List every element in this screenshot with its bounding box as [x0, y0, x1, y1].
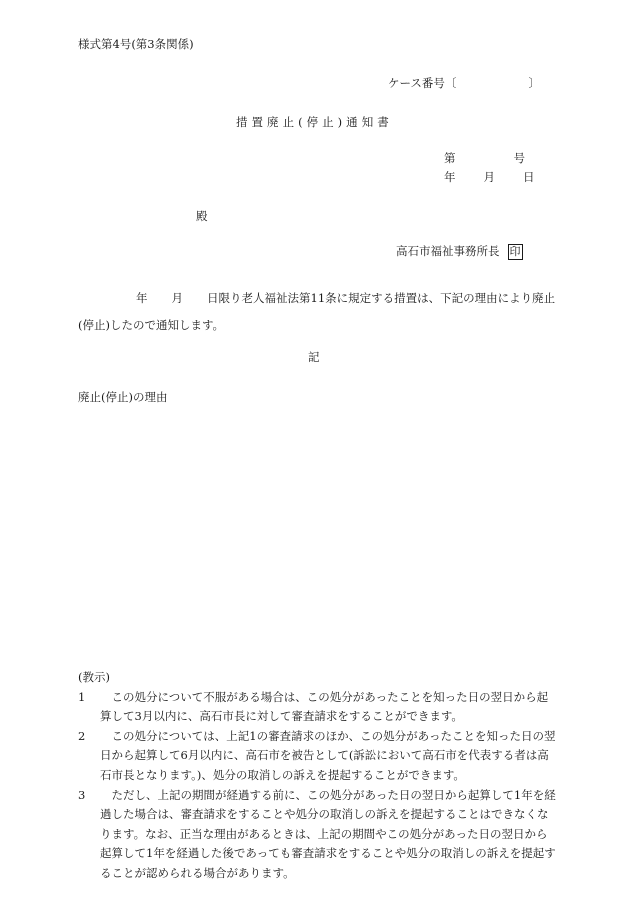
reason-label: 廃止(停止)の理由 — [78, 390, 168, 404]
date-day-label: 日 — [523, 170, 535, 184]
form-number-label: 様式第4号(第3条関係) — [78, 37, 194, 51]
notice-item-number: 1 — [78, 689, 86, 704]
addressee-honorific: 殿 — [196, 209, 208, 223]
notice-heading: (教示) — [78, 670, 110, 684]
document-number-prefix: 第 — [444, 151, 456, 165]
seal-mark: 印 — [509, 245, 521, 258]
case-number-label: ケース番号〔 — [388, 76, 457, 90]
date-year-label: 年 — [444, 170, 456, 184]
notice-item-number: 3 — [78, 787, 86, 802]
body-month-label: 月 — [171, 291, 183, 305]
notice-item-text: この処分について不服がある場合は、この処分があったことを知った日の翌日から起算して3月以内に、高石市長に対して審査請求をすることができます。 — [100, 689, 549, 724]
body-text: 日限り老人福祉法第11条に規定する措置は、下記の理由により廃止(停止)したので通知します。 — [78, 291, 556, 332]
document-number-suffix: 号 — [513, 151, 525, 165]
notice-item-text: この処分については、上記1の審査請求のほか、この処分があったことを知った日の翌日から起算して6月以内に、高石市を被告として(訴訟において高石市を代表する者は高石市長となります。)、処分の取消しの訴えを提起することができます。 — [100, 728, 556, 782]
notice-item — [78, 786, 558, 884]
case-number-field — [388, 75, 540, 91]
issuer-name: 高石市福祉事務所長 — [396, 244, 500, 258]
notice-item-number: 2 — [78, 728, 86, 743]
notice-item-text: ただし、上記の期間が経過する前に、この処分があった日の翌日から起算して1年を経過した場合は、審査請求をすることや処分の取消しの訴えを提起することはできなくなります。なお、正当な理由があるときは、上記の期間やこの処分があった日の翌日から起算して1年を経過した後であっても審査請求をすることや処分の取消しの訴えを提起することが認められる場合があります。 — [100, 787, 556, 880]
notification-body — [78, 285, 558, 339]
issuer-block — [396, 243, 523, 260]
document-number-row — [444, 150, 525, 166]
instruction-notice — [78, 668, 558, 884]
case-number-close-bracket: 〕 — [528, 76, 540, 90]
issue-date-row — [444, 169, 535, 185]
body-year-label: 年 — [136, 291, 148, 305]
notice-item — [78, 688, 558, 727]
date-month-label: 月 — [483, 170, 495, 184]
notice-item — [78, 727, 558, 786]
record-mark: 記 — [308, 350, 320, 364]
document-title: 措置廃止(停止)通知書 — [236, 115, 393, 129]
